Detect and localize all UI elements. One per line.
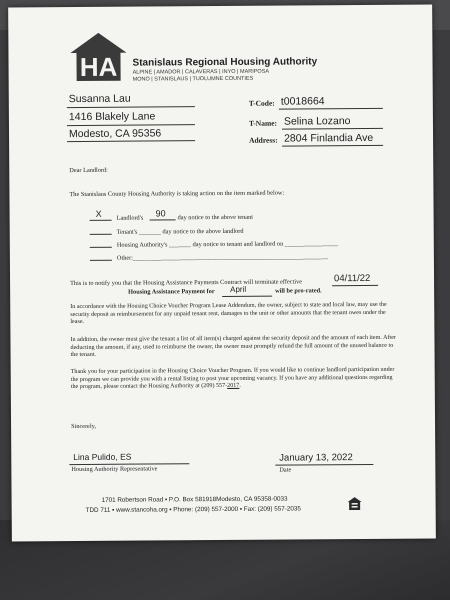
date-value: January 13, 2022 <box>279 452 353 464</box>
payment-suffix: will be pro-rated. <box>275 287 322 295</box>
address-value: 2804 Finlandia Ave <box>284 131 374 145</box>
option1-prefix: Landlord's <box>116 214 144 222</box>
recipient-name: Susanna Lau <box>68 92 131 106</box>
paragraph-thank-you: Thank you for your participation in the Housing Choice Voucher Program. If you would like to continue landlord participation under the program we can provide you with a rental listing to post your upcoming vacancy. If you have any additional questions regarding the program, please contact the Housing Authority at (209) 557-2017. <box>70 366 395 391</box>
option1-mark: X <box>95 208 102 219</box>
recipient-city: Modesto, CA 95356 <box>68 127 162 141</box>
date-label: Date <box>279 466 292 474</box>
counties-line-2: MONO | STANISLAUS | TUOLUMNE COUNTIES <box>132 75 254 83</box>
option2: Tenant's _______ day notice to the above landlord <box>116 227 244 236</box>
recipient-street: 1416 Blakely Lane <box>68 110 156 124</box>
payment-month: April <box>230 284 247 294</box>
tcode-value: t0018664 <box>280 95 325 108</box>
tcode-label: T-Code: <box>248 98 275 108</box>
option4: Other:______________________________________________________________ <box>116 253 329 262</box>
footer-contact: TDD 711 ▪ www.stancoha.org ▪ Phone: (209) 557-2000 ▪ Fax: (209) 557-2035 <box>85 505 301 514</box>
org-name: Stanislaus Regional Housing Authority <box>132 56 318 69</box>
counties-line-1: ALPINE | AMADOR | CALAVERAS | INYO | MARIPOSA <box>132 68 270 76</box>
intro-text: The Stanislaus County Housing Authority is taking action on the item marked below: <box>69 189 285 199</box>
address-label: Address: <box>249 135 278 145</box>
option1-days: 90 <box>155 208 166 219</box>
house-ha-logo-icon <box>68 31 128 83</box>
tname-value: Selina Lozano <box>283 115 351 128</box>
paragraph-security-deposit: In accordance with the Housing Choice Voucher Program Lease Addendum, the owner, subject to state and local law, may use the security deposit as reimbursement for any unpaid tenant rent, damages to the unit or other amounts that the tenant owes under the lease. <box>70 301 387 326</box>
phone-extension: 2017 <box>227 383 240 390</box>
notify-date: 04/11/22 <box>334 272 371 285</box>
option1-suffix: day notice to the above tenant <box>177 213 254 222</box>
letter-page <box>8 5 436 542</box>
payment-prefix: Housing Assistance Payment for <box>128 288 215 296</box>
footer-address: 1701 Robertson Road ▪ P.O. Box 581918Modesto, CA 95358-0033 <box>101 495 288 504</box>
equal-housing-icon <box>348 497 362 510</box>
notify-text: This is to notify you that the Housing Assistance Payments Contract will terminate effective <box>70 278 303 288</box>
tname-label: T-Name: <box>248 118 278 128</box>
closing: Sincerely, <box>71 422 97 431</box>
svg-text:HA: HA <box>79 51 118 82</box>
paragraph-itemized-list: In addition, the owner must give the tenant a list of all item(s) charged against the security deposit and the amount of each item. After deducting the amount, if any, used to reimburse the owner, the owner must promptly refund the full amount of the unused balance to the tenant. <box>70 334 396 359</box>
signer-name: Lina Pulido, ES <box>73 451 132 463</box>
option3: Housing Authority's _______ day notice to tenant and landlord on _________________ <box>116 240 339 249</box>
salutation: Dear Landlord: <box>69 166 108 175</box>
signer-title: Housing Authority Representative <box>71 465 158 474</box>
